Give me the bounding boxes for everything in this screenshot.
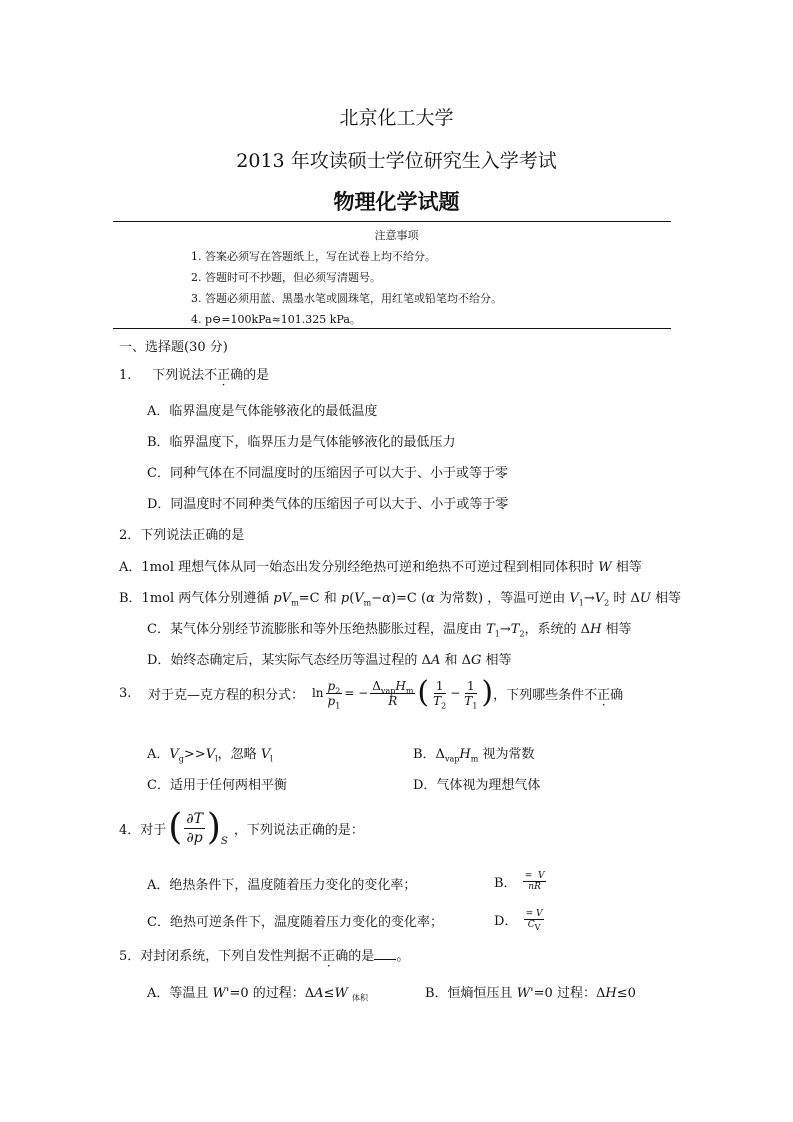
q3-option-c: C．适用于任何两相平衡: [147, 778, 287, 793]
q2-option-c: C．某气体分别经节流膨胀和等外压绝热膨胀过程，温度由 $T_1\to T_2$，系统的 ΔH 相等: [147, 622, 632, 639]
q2-option-a: A．1mol 理想气体从同一始态出发分别经绝热可逆和绝热不可逆过程到相同体积时 W 相等: [119, 560, 642, 575]
notice-item: 2. 答题时可不抄题，但必须写清题号。: [191, 271, 381, 284]
q2-option-b: B．1mol 两气体分别遵循 $pV_m=C$ 和 $p(V_m-\alpha)=C$ (α 为常数) ，等温可逆由 $V_1\to V_2$ 时 ΔU 相等: [119, 591, 682, 608]
question-4: 4．对于 ( $\frac{\partial T}{\partial p}$ ) $_S$ ，下列说法正确的是：: [119, 807, 364, 848]
q1-option-c: C．同种气体在不同温度时的压缩因子可以大于、小于或等于零: [147, 466, 508, 481]
notice-item: 4. p⊖=100kPa≈101.325 kPa。: [191, 313, 361, 326]
q3-option-d: D．气体视为理想气体: [413, 778, 541, 793]
question-3: 3. 对于克—克方程的积分式： ln $\frac{p_2}{p_1}$ = − $\frac{\Delta_{vap}H_m}{R}$ ( $\frac{1}{T_2}$ − $\frac{1}{T_1}$ ) ，下列哪些条件 不正确 ·: [119, 673, 623, 713]
partial-derivative: ( $\frac{\partial T}{\partial p}$ ) $_S$: [168, 807, 228, 848]
top-rule: [113, 221, 671, 222]
subject-title: 物理化学试题: [333, 190, 460, 214]
q3-option-b: B．$\Delta_{vap}H_m$ 视为常数: [413, 747, 535, 764]
q1-option-b: B．临界温度下，临界压力是气体能够液化的最低压力: [147, 435, 456, 450]
question-5: 5．对封闭系统，下列自发性判据不正确的是 。: [119, 949, 410, 964]
q4-option-c: C．绝热可逆条件下，温度随着压力变化的变化率；: [147, 915, 443, 930]
emphasis: 不正确: [309, 949, 349, 964]
question-2: 2．下列说法正确的是: [119, 528, 245, 543]
bottom-rule: [113, 328, 671, 329]
notice-item: 3. 答题必须用蓝、黑墨水笔或圆珠笔，用红笔或铅笔均不给分。: [191, 292, 502, 305]
q1-option-a: A．临界温度是气体能够液化的最低温度: [147, 404, 378, 419]
q5-option-b: B．恒熵恒压且 W'=0 过程：ΔH≤0: [425, 986, 636, 1001]
question-1: 1. 下列说法不正确的是: [119, 368, 270, 383]
clausius-clapeyron-equation: ln $\frac{p_2}{p_1}$ = − $\frac{\Delta_{vap}H_m}{R}$ ( $\frac{1}{T_2}$ − $\frac{1}{T_1}$ ): [311, 675, 494, 710]
answer-blank: [374, 949, 396, 960]
q1-option-d: D．同温度时不同种类气体的压缩因子可以大于、小于或等于零: [147, 497, 509, 512]
q3-option-a: A．$V_g>>V_l$，忽略 $V_l$: [147, 747, 273, 764]
section-title: 一、选择题(30 分): [119, 340, 228, 355]
q4-option-d: D． $\frac{= V}{C_V}$: [494, 908, 543, 932]
notice-item: 1. 答案必须写在答题纸上，写在试卷上均不给分。: [191, 250, 436, 263]
notice-title: 注意事项: [374, 229, 419, 242]
q5-option-a: A．等温且 W'=0 的过程：ΔA≤W $_{体积}$: [147, 986, 368, 1003]
q4-option-b: B． $\frac{= V}{nR}$: [494, 870, 545, 892]
q2-option-d: D．始终态确定后，某实际气态经历等温过程的 ΔA 和 ΔG 相等: [147, 653, 512, 668]
exam-title: 2013 年攻读硕士学位研究生入学考试: [236, 150, 557, 172]
emphasis: 不正确 ·: [584, 684, 623, 703]
university-name: 北京化工大学: [339, 107, 454, 129]
q4-option-a: A．绝热条件下，温度随着压力变化的变化率；: [147, 878, 417, 893]
emphasis: 不正确: [204, 368, 244, 383]
